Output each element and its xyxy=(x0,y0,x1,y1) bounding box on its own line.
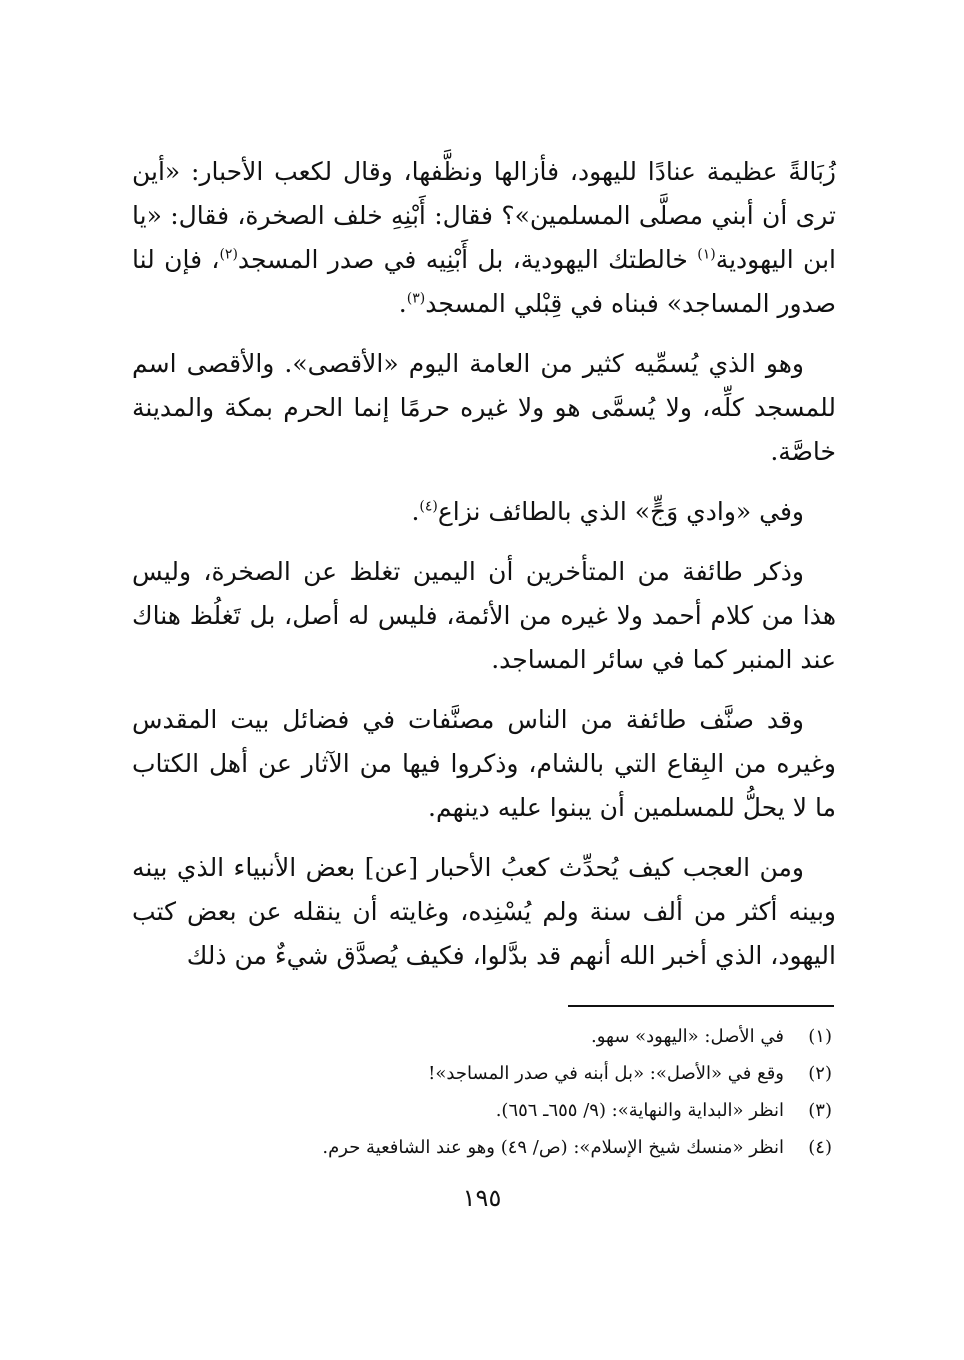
footnote-text: وقع في «الأصل»: «بل أبنه في صدر المساجد»! xyxy=(428,1063,784,1084)
footnote-ref-3[interactable]: (٣) xyxy=(406,290,426,307)
footnotes xyxy=(200,1018,832,1166)
footnote-1 xyxy=(200,1018,832,1055)
footnote-4 xyxy=(200,1129,832,1166)
footnote-number: (١) xyxy=(808,1026,832,1047)
footnote-number: (٢) xyxy=(808,1063,832,1084)
footnote-ref-2[interactable]: (٢) xyxy=(219,246,238,263)
paragraph-6: ومن العجب كيف يُحدِّث كعبُ الأحبار [عن] بعض الأنبياء الذي بينه وبينه أكثر من ألف سنة ولم يُسْنِده، وغايته أن ينقله عن بعض كتب اليهود، الذي أخبر الله أنهم قد بدَّلوا، فكيف يُصدَّق شيءٌ من ذلك xyxy=(132,853,836,970)
paragraph-3: وفي «وادي وَجٍّ» الذي بالطائف نزاع$^{(٤)}$. xyxy=(411,497,804,526)
main-text xyxy=(132,150,836,994)
footnote-ref-4[interactable]: (٤) xyxy=(419,498,438,515)
footnote-text: في الأصل: «اليهود» سهو. xyxy=(591,1026,784,1047)
paragraph-4: وذكر طائفة من المتأخرين أن اليمين تغلظ عن الصخرة، وليس هذا من كلام أحمد ولا غيره من الأئمة، فليس له أصل، بل تَغلُظ هناك عند المنبر كما في سائر المساجد. xyxy=(132,557,836,674)
footnote-number: (٣) xyxy=(808,1100,832,1121)
footnote-2 xyxy=(200,1055,832,1092)
paragraph-1: زُبَالةً عظيمة عنادًا لليهود، فأزالها ونظَّفها، وقال لكعب الأحبار: «أين ترى أن أبني مصلَّى المسلمين»؟ فقال: أَبْنِهِ خلف الصخرة، فقال: «يا ابن اليهودية$^{(١)}$ خالطتك اليهودية، بل أَبْنِيه في صدر المسجد$^{(٢)}$، فإن لنا صدور المساجد» فبناه في قِبْلي المسجد$^{(٣)}$. xyxy=(132,157,836,318)
page-number: ١٩٥ xyxy=(462,1184,502,1212)
footnote-ref-1[interactable]: (١) xyxy=(697,246,716,263)
footnote-divider xyxy=(568,1005,834,1007)
paragraph-2: وهو الذي يُسمِّيه كثير من العامة اليوم «الأقصى». والأقصى اسم للمسجد كلِّه، ولا يُسمَّى هو ولا غيره حرمًا إنما الحرم بمكة والمدينة خاصَّة. xyxy=(132,349,836,466)
footnote-text: انظر «البداية والنهاية»: (٩/ ٦٥٥ـ ٦٥٦). xyxy=(495,1100,784,1121)
footnote-text: انظر «منسك شيخ الإسلام»: (ص/ ٤٩) وهو عند الشافعية حرم. xyxy=(322,1137,784,1158)
footnote-number: (٤) xyxy=(808,1137,832,1158)
paragraph-5: وقد صنَّف طائفة من الناس مصنَّفات في فضائل بيت المقدس وغيره من البِقاع التي بالشام، وذكروا فيها من الآثار عن أهل الكتاب ما لا يحلُّ للمسلمين أن يبنوا عليه دينهم. xyxy=(132,705,836,822)
footnote-3 xyxy=(200,1092,832,1129)
